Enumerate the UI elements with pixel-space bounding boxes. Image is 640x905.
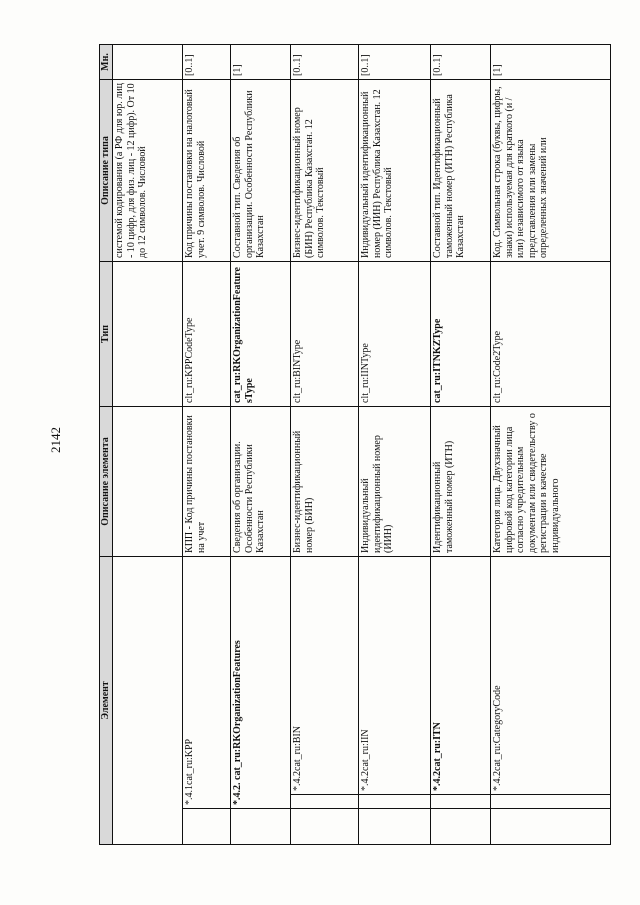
- schema-table: [99, 44, 611, 845]
- element-name: cat_ru:KPP: [184, 738, 195, 785]
- type-cell: clt_ru:KPPCodeType: [183, 261, 231, 406]
- element-prefix: *.4.2: [360, 771, 371, 791]
- mn-cell: [0..1]: [431, 44, 491, 79]
- element-desc-cell: Категория лица. Двухзначный цифровой код категории лица согласно учредительным документам или свидетельству о регистрации в качестве индивидуального: [491, 406, 611, 556]
- element-name: cat_ru:IIN: [360, 729, 371, 771]
- element-prefix: *.4.2: [492, 771, 503, 791]
- header-element: Элемент: [100, 556, 113, 844]
- table-row: [491, 44, 611, 844]
- table-row: [113, 44, 183, 844]
- page-number: 2142: [48, 427, 63, 453]
- table-row: [231, 44, 291, 844]
- element-prefix: *.4.2: [292, 771, 303, 791]
- mn-cell: [0..1]: [183, 44, 231, 79]
- type-desc-cell: Составной тип. Идентификационный таможенный номер (ИТН) Республика Казахстан: [431, 79, 491, 261]
- element-desc-cell: КПП - Код причины постановки на учет: [183, 406, 231, 556]
- type-cell: cat_ru:ITNKZType: [431, 261, 491, 406]
- element-name: cat_ru:BIN: [292, 726, 303, 771]
- type-desc-cell: системой кодирования (а РФ для юр. лиц - 10 цифр, для физ. лиц - 12 цифр). От 10 до 12 символов. Числовой: [113, 79, 183, 261]
- header-row: [100, 44, 113, 844]
- element-name: cat_ru:CategoryCode: [492, 685, 503, 771]
- table-row: [431, 44, 491, 844]
- table-row: [291, 44, 359, 844]
- element-desc-cell: Бизнес-идентификационный номер (БИН): [291, 406, 359, 556]
- type-cell: cat_ru:RKOrganizationFeaturesType: [231, 261, 291, 406]
- type-cell: clt_ru:IINType: [359, 261, 431, 406]
- header-element-desc: Описание элемента: [100, 406, 113, 556]
- element-desc-cell: Индивидуальный идентификационный номер (ИИН): [359, 406, 431, 556]
- table-row: [183, 44, 231, 844]
- header-mn: Мн.: [100, 44, 113, 79]
- element-name: cat_ru:ITN: [432, 722, 443, 771]
- element-prefix: *.4.2.: [232, 782, 243, 805]
- table-row: [359, 44, 431, 844]
- mn-cell: [0..1]: [291, 44, 359, 79]
- type-desc-cell: Индивидуальный идентификационный номер (ИИН) Республика Казахстан. 12 символов. Текстовый: [359, 79, 431, 261]
- header-type-desc: Описание типа: [100, 79, 113, 261]
- element-desc-cell: Сведения об организации. Особенности Республики Казахстан: [231, 406, 291, 556]
- mn-cell: [113, 44, 183, 79]
- element-prefix: *.4.1: [184, 785, 195, 805]
- element-prefix: *.4.2: [432, 771, 443, 791]
- type-cell: clt_ru:BINType: [291, 261, 359, 406]
- type-desc-cell: Бизнес-идентификационный номер (БИН) Республика Казахстан. 12 символов. Текстовый: [291, 79, 359, 261]
- rotated-table-container: [99, 45, 619, 845]
- mn-cell: [1]: [491, 44, 611, 79]
- mn-cell: [1]: [231, 44, 291, 79]
- type-desc-cell: Код. Символьная строка (буквы, цифры, знаки) используемая для краткого (и /или) независимого от языка представления или замены определенных значений или: [491, 79, 611, 261]
- type-desc-cell: Код причины постановки на налоговый учет. 9 символов. Числовой: [183, 79, 231, 261]
- element-name: cat_ru:RKOrganizationFeatures: [232, 640, 243, 780]
- mn-cell: [0..1]: [359, 44, 431, 79]
- type-cell: clt_ru:Code2Type: [491, 261, 611, 406]
- document-sheet: [99, 45, 619, 845]
- element-desc-cell: Идентификационный таможенный номер (ИТН): [431, 406, 491, 556]
- type-desc-cell: Составной тип. Сведения об организации. Особенности Республики Казахстан: [231, 79, 291, 261]
- header-type: Тип: [100, 261, 113, 406]
